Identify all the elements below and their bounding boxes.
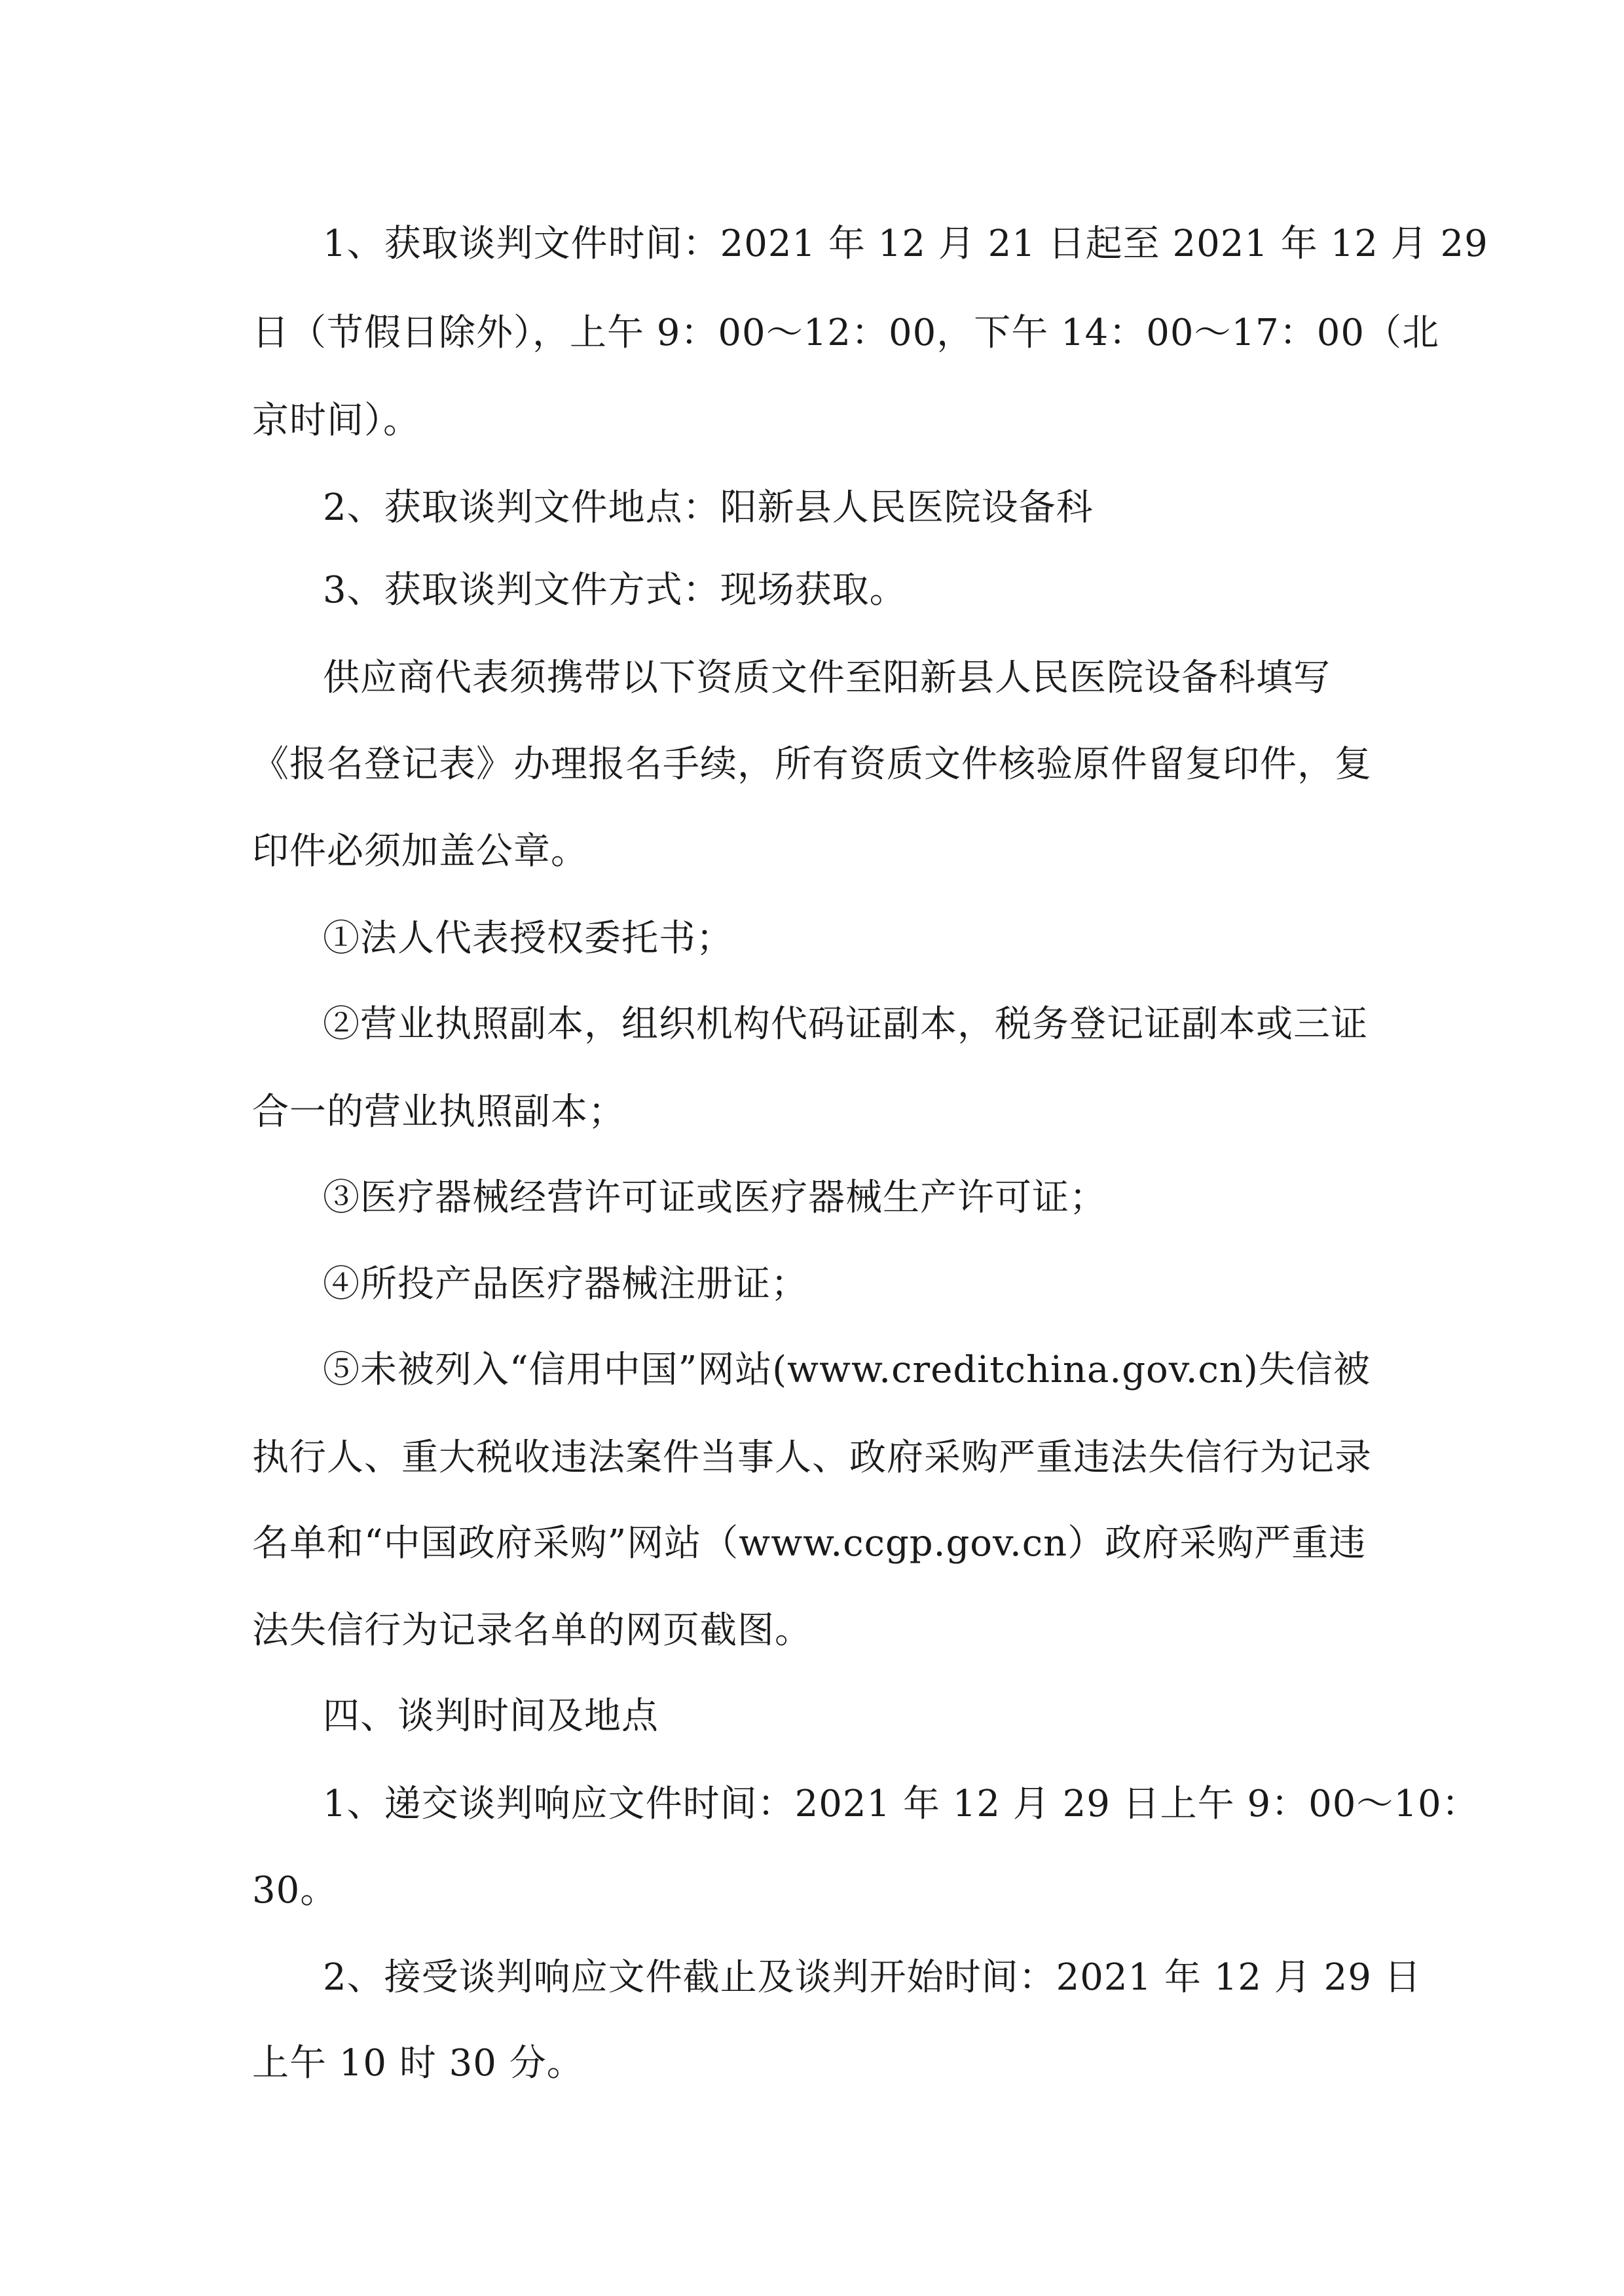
list-item: ④所投产品医疗器械注册证； xyxy=(323,1263,808,1305)
list-item: ③医疗器械经营许可证或医疗器械生产许可证； xyxy=(323,1176,1107,1219)
text-line: 3、获取谈判文件方式：现场获取。 xyxy=(323,569,907,611)
section-heading: 四、谈判时间及地点 xyxy=(323,1695,659,1738)
text-line: 合一的营业执照副本； xyxy=(252,1091,625,1133)
text-line: 印件必须加盖公章。 xyxy=(252,830,588,873)
text-line: 执行人、重大税收违法案件当事人、政府采购严重违法失信行为记录 xyxy=(252,1436,1372,1479)
text-line: 30。 xyxy=(252,1869,338,1912)
list-item: ①法人代表授权委托书； xyxy=(323,917,733,960)
text-line: 上午 10 时 30 分。 xyxy=(252,2042,584,2085)
text-line: 京时间）。 xyxy=(252,399,420,442)
text-line: 1、获取谈判文件时间：2021 年 12 月 21 日起至 2021 年 12 月 29 xyxy=(323,223,1488,265)
text-line: 供应商代表须携带以下资质文件至阳新县人民医院设备科填写 xyxy=(323,657,1331,699)
text-line: 2、接受谈判响应文件截止及谈判开始时间：2021 年 12 月 29 日 xyxy=(323,1956,1422,1999)
text-line: 法失信行为记录名单的网页截图。 xyxy=(252,1609,812,1652)
list-item: ②营业执照副本，组织机构代码证副本，税务登记证副本或三证 xyxy=(323,1003,1368,1046)
list-item: ⑤未被列入“信用中国”网站(www.creditchina.gov.cn)失信被 xyxy=(323,1349,1371,1391)
text-line: 日（节假日除外），上午 9：00～12：00，下午 14：00～17：00（北 xyxy=(252,312,1440,354)
text-line: 1、递交谈判响应文件时间：2021 年 12 月 29 日上午 9：00～10： xyxy=(323,1783,1479,1825)
text-line: 《报名登记表》办理报名手续，所有资质文件核验原件留复印件，复 xyxy=(252,743,1372,786)
text-line: 名单和“中国政府采购”网站（www.ccgp.gov.cn）政府采购严重违 xyxy=(252,1522,1367,1565)
text-line: 2、获取谈判文件地点：阳新县人民医院设备科 xyxy=(323,486,1094,529)
